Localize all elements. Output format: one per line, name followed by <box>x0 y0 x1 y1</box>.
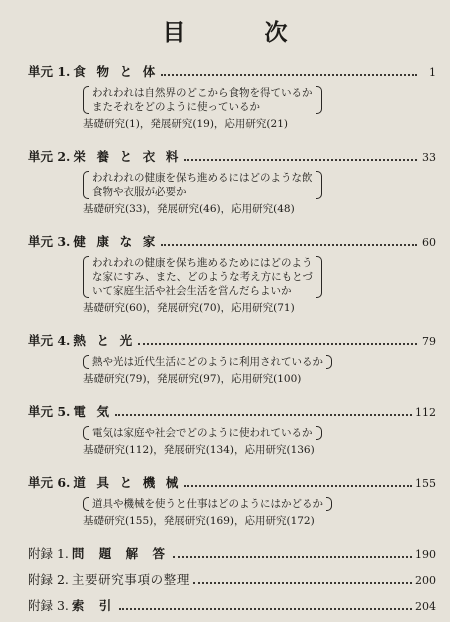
appendix-page-number: 200 <box>415 574 436 587</box>
unit-number: 単元 1. <box>28 64 71 79</box>
description-line: な家にすみ、また、どのような考え方にもとづ <box>92 271 313 283</box>
unit-description <box>83 171 436 199</box>
toc-unit <box>28 331 436 386</box>
unit-description <box>83 86 436 114</box>
appendix-number: 附録 3. <box>28 598 69 613</box>
unit-number: 単元 6. <box>28 475 71 490</box>
toc-unit <box>28 62 436 131</box>
unit-heading <box>28 331 436 352</box>
description-line: 電気は家庭や社会でどのように使われているか <box>92 427 313 439</box>
unit-heading <box>28 62 436 83</box>
dot-leader <box>138 343 417 345</box>
description-text <box>92 355 323 369</box>
research-pages: 基礎研究(33)，発展研究(46)，応用研究(48) <box>83 203 295 215</box>
unit-name: 食 物 と 体 <box>73 64 159 79</box>
research-pages: 基礎研究(60)，発展研究(70)，応用研究(71) <box>83 302 295 314</box>
unit-number: 単元 4. <box>28 333 71 348</box>
research-pages: 基礎研究(1)，発展研究(19)，応用研究(21) <box>83 118 288 130</box>
dot-leader <box>173 556 412 558</box>
right-brace <box>326 497 332 511</box>
right-brace <box>316 426 322 440</box>
description-text <box>92 497 323 511</box>
research-pages: 基礎研究(112)，発展研究(134)，応用研究(136) <box>83 444 315 456</box>
dot-leader <box>184 159 417 161</box>
appendix-list <box>28 544 436 617</box>
unit-name: 栄 養 と 衣 料 <box>73 149 182 164</box>
unit-description <box>83 497 436 511</box>
unit-description <box>83 256 436 298</box>
research-pages: 基礎研究(79)，発展研究(97)，応用研究(100) <box>83 373 302 385</box>
appendix-page-number: 190 <box>415 548 436 561</box>
unit-name: 熱 と 光 <box>73 333 136 348</box>
unit-description <box>83 355 436 369</box>
appendix-entry <box>28 570 436 591</box>
unit-page-number: 155 <box>415 477 436 490</box>
right-brace <box>316 86 322 114</box>
appendix-name: 主要研究事項の整理 <box>71 572 191 587</box>
appendix-entry <box>28 544 436 565</box>
unit-number: 単元 5. <box>28 404 71 419</box>
unit-page-number: 60 <box>422 236 436 249</box>
description-line: またそれをどのように使っているか <box>92 101 260 113</box>
unit-name: 健 康 な 家 <box>73 234 159 249</box>
left-brace <box>83 171 89 199</box>
left-brace <box>83 256 89 298</box>
right-brace <box>326 355 332 369</box>
appendix-number: 附録 1. <box>28 546 69 561</box>
unit-name: 電 気 <box>73 404 113 419</box>
unit-heading <box>28 473 436 494</box>
appendix-entry <box>28 596 436 617</box>
left-brace <box>83 497 89 511</box>
left-brace <box>83 355 89 369</box>
toc-unit <box>28 147 436 216</box>
description-text <box>92 86 313 114</box>
appendix-number: 附録 2. <box>28 572 69 587</box>
description-line: われわれは自然界のどこから食物を得ているか <box>92 87 313 99</box>
unit-description <box>83 426 436 440</box>
description-line: いて家庭生活や社会生活を営んだらよいか <box>92 285 292 297</box>
unit-heading <box>28 402 436 423</box>
toc-unit <box>28 232 436 315</box>
description-line: われわれの健康を保ち進めるためにはどのよう <box>92 257 313 269</box>
toc-unit <box>28 473 436 528</box>
dot-leader <box>184 485 412 487</box>
description-text <box>92 171 313 199</box>
unit-list <box>28 62 436 528</box>
description-text <box>92 256 313 298</box>
appendix-name: 問 題 解 答 <box>71 546 170 561</box>
description-line: われわれの健康を保ち進めるにはどのような飲 <box>92 172 313 184</box>
right-brace <box>316 171 322 199</box>
unit-page-number: 33 <box>422 151 436 164</box>
toc-unit <box>28 402 436 457</box>
table-of-contents <box>28 62 436 622</box>
description-line: 食物や衣服が必要か <box>92 186 187 198</box>
unit-heading <box>28 147 436 168</box>
dot-leader <box>115 414 412 416</box>
right-brace <box>316 256 322 298</box>
description-text <box>92 426 313 440</box>
appendix-name: 索 引 <box>71 598 117 613</box>
dot-leader <box>119 608 412 610</box>
unit-page-number: 79 <box>422 335 436 348</box>
left-brace <box>83 86 89 114</box>
unit-page-number: 1 <box>429 66 436 79</box>
description-line: 熱や光は近代生活にどのように利用されているか <box>92 356 323 368</box>
research-pages: 基礎研究(155)，発展研究(169)，応用研究(172) <box>83 515 315 527</box>
left-brace <box>83 426 89 440</box>
unit-name: 道 具 と 機 械 <box>73 475 182 490</box>
unit-page-number: 112 <box>415 406 436 419</box>
dot-leader <box>161 244 417 246</box>
description-line: 道具や機械を使うと仕事はどのようにはかどるか <box>92 498 323 510</box>
dot-leader <box>161 74 417 76</box>
unit-number: 単元 3. <box>28 234 71 249</box>
page-title: 目 次 <box>162 19 316 46</box>
appendix-page-number: 204 <box>415 600 436 613</box>
unit-heading <box>28 232 436 253</box>
unit-number: 単元 2. <box>28 149 71 164</box>
dot-leader <box>193 582 412 584</box>
